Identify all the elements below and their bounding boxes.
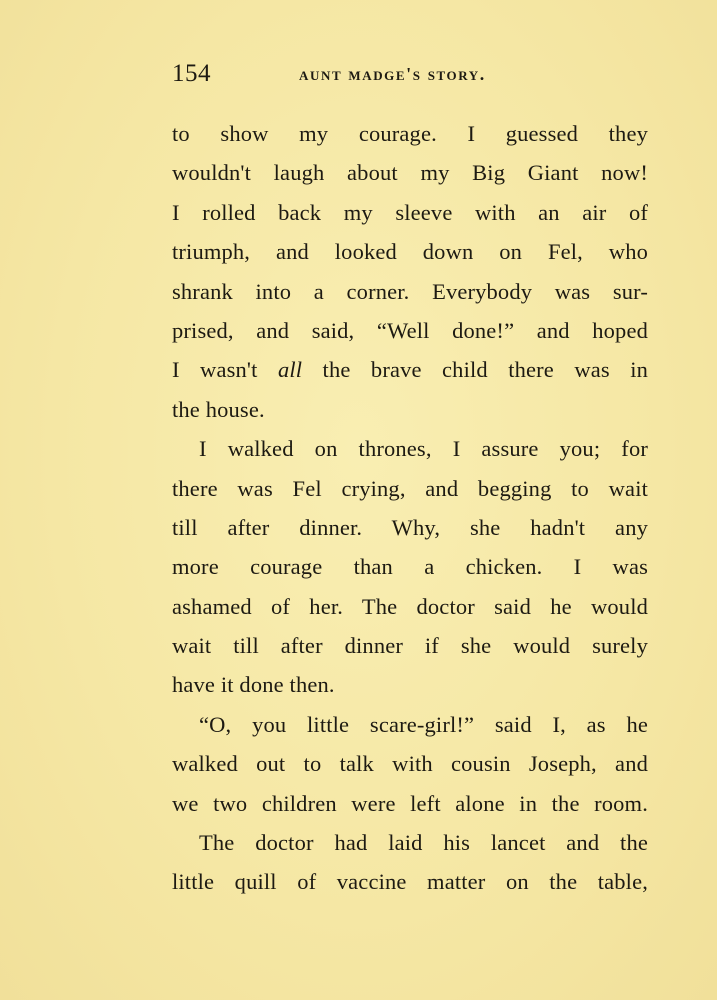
page-number: 154 bbox=[172, 60, 211, 87]
text-line-18: we two children were left alone in the room. bbox=[172, 790, 648, 816]
text-line-4: triumph, and looked down on Fel, who bbox=[172, 239, 648, 265]
text-line-7 bbox=[172, 350, 648, 389]
italic-emphasis: all bbox=[277, 357, 303, 383]
text-line-19: The doctor had laid his lancet and the bbox=[199, 830, 648, 856]
text-line-12: more courage than a chicken. I was bbox=[172, 554, 648, 580]
running-header bbox=[172, 58, 648, 94]
text-line-1: to show my courage. I guessed they bbox=[172, 121, 648, 146]
text-line-7-start: I wasn't bbox=[172, 357, 278, 383]
text-line-7-end: the brave child there was in bbox=[302, 357, 648, 383]
text-line-5: shrank into a corner. Everybody was sur- bbox=[172, 278, 648, 304]
text-line-9: I walked on thrones, I assure you; for bbox=[199, 436, 648, 462]
text-line-16: “O, you little scare-girl!” said I, as he bbox=[199, 711, 648, 737]
body-text bbox=[172, 114, 648, 902]
text-line-10: there was Fel crying, and begging to wait bbox=[172, 475, 648, 501]
text-line-2: wouldn't laugh about my Big Giant now! bbox=[172, 160, 648, 186]
running-title: aunt madge's story. bbox=[299, 64, 486, 84]
text-line-20: little quill of vaccine matter on the table, bbox=[172, 869, 648, 895]
text-line-3: I rolled back my sleeve with an air of bbox=[172, 199, 648, 225]
text-line-14: wait till after dinner if she would surely bbox=[172, 633, 648, 659]
text-line-15: have it done then. bbox=[172, 672, 335, 698]
text-line-6: prised, and said, “Well done!” and hoped bbox=[172, 317, 648, 343]
text-line-8: the house. bbox=[172, 396, 265, 422]
text-line-13: ashamed of her. The doctor said he would bbox=[172, 593, 648, 619]
text-line-11: till after dinner. Why, she hadn't any bbox=[172, 514, 648, 540]
text-line-17: walked out to talk with cousin Joseph, and bbox=[172, 751, 648, 777]
